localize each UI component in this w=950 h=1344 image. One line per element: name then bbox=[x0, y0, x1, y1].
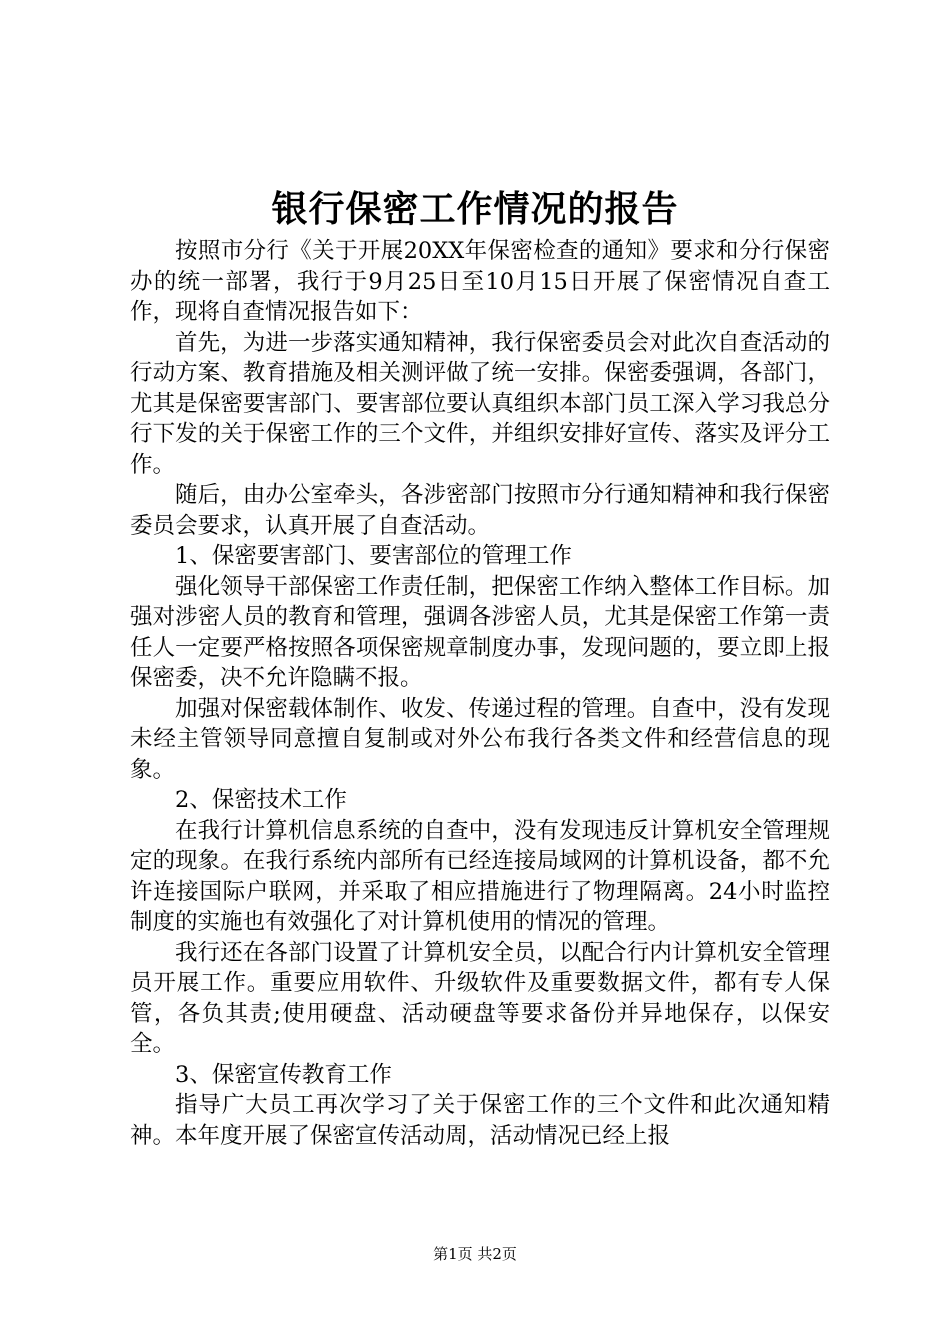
paragraph-intro: 按照市分行《关于开展20XX年保密检查的通知》要求和分行保密办的统一部署，我行于9月25日至10月15日开展了保密情况自查工作，现将自查情况报告如下： bbox=[130, 238, 830, 325]
paragraph-then: 随后，由办公室牵头，各涉密部门按照市分行通知精神和我行保密委员会要求，认真开展了自查活动。 bbox=[130, 482, 830, 539]
paragraph-section2-a: 在我行计算机信息系统的自查中，没有发现违反计算机安全管理规定的现象。在我行系统内部所有已经连接局域网的计算机设备，都不允许连接国际户联网，并采取了相应措施进行了物理隔离。24小时监控制度的实施也有效强化了对计算机使用的情况的管理。 bbox=[130, 817, 830, 935]
page-footer: 第1页 共2页 bbox=[433, 1245, 517, 1263]
document-title: 银行保密工作情况的报告 bbox=[271, 188, 679, 230]
section-heading-3: 3、保密宣传教育工作 bbox=[175, 1061, 392, 1088]
section-heading-1: 1、保密要害部门、要害部位的管理工作 bbox=[175, 543, 572, 569]
paragraph-section2-b: 我行还在各部门设置了计算机安全员，以配合行内计算机安全管理员开展工作。重要应用软件、升级软件及重要数据文件，都有专人保管，各负其责;使用硬盘、活动硬盘等要求备份并异地保存，以保安全。 bbox=[130, 939, 830, 1057]
paragraph-first: 首先，为进一步落实通知精神，我行保密委员会对此次自查活动的行动方案、教育措施及相关测评做了统一安排。保密委强调，各部门，尤其是保密要害部门、要害部位要认真组织本部门员工深入学习我总分行下发的关于保密工作的三个文件，并组织安排好宣传、落实及评分工作。 bbox=[130, 329, 830, 478]
paragraph-section1-a: 强化领导干部保密工作责任制，把保密工作纳入整体工作目标。加强对涉密人员的教育和管理，强调各涉密人员，尤其是保密工作第一责任人一定要严格按照各项保密规章制度办事，发现问题的，要立即上报保密委，决不允许隐瞒不报。 bbox=[130, 573, 830, 691]
section-heading-2: 2、保密技术工作 bbox=[175, 787, 347, 813]
paragraph-section1-b: 加强对保密载体制作、收发、传递过程的管理。自查中，没有发现未经主管领导同意擅自复制或对外公布我行各类文件和经营信息的现象。 bbox=[130, 695, 830, 783]
document-body bbox=[130, 236, 830, 1151]
paragraph-section3-a: 指导广大员工再次学习了关于保密工作的三个文件和此次通知精神。本年度开展了保密宣传活动周，活动情况已经上报 bbox=[130, 1092, 830, 1149]
